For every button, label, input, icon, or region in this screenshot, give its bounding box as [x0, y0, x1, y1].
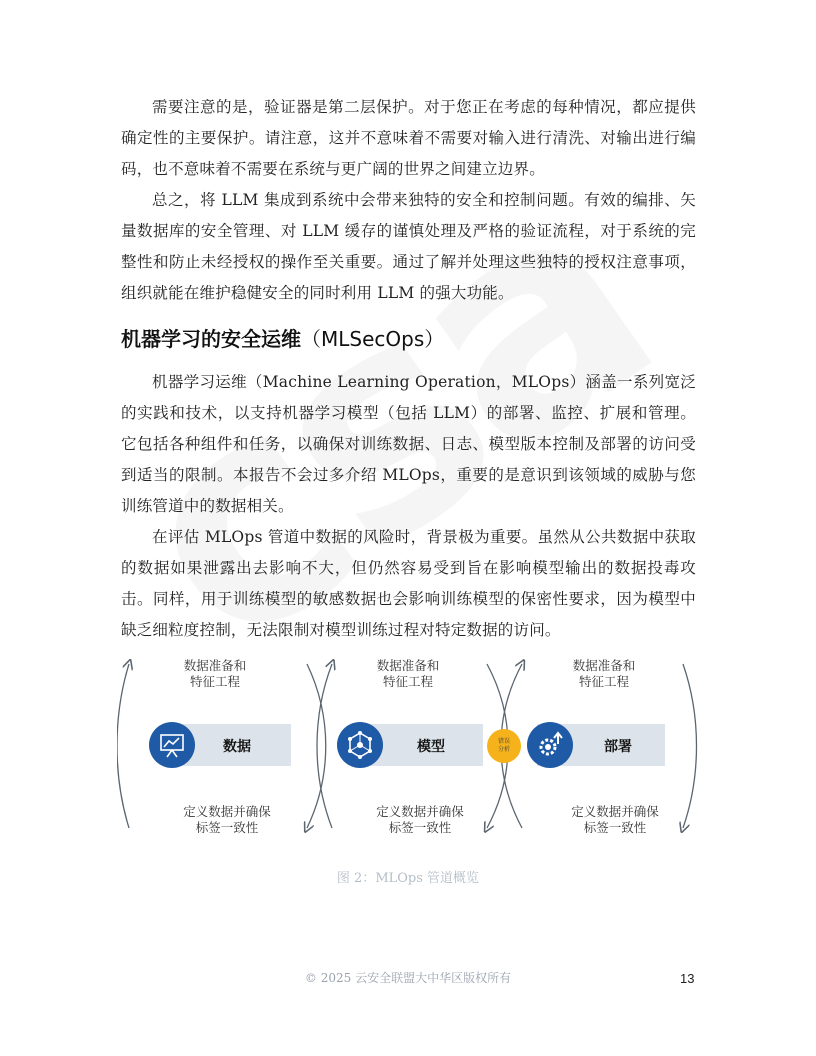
- page-number: 13: [680, 971, 695, 986]
- paragraph: 机器学习运维（Machine Learning Operation，MLOps）涵盖一系列宽泛的实践和技术，以支持机器学习模型（包括 LLM）的部署、监控、扩展和管理。它包括各种组件和任务，以确保对训练数据、日志、模型版本控制及部署的访问受到适当的限制。本报告不会过多介绍 MLOps，重要的是意识到该领域的威胁与您训练管道中的数据相关。: [121, 373, 696, 515]
- page-body: [121, 92, 696, 646]
- gear-arrow-icon: [527, 722, 573, 768]
- stage-model-bottom-caption: 定义数据并确保 标签一致性: [376, 804, 464, 835]
- copyright-footer: © 2025 云安全联盟大中华区版权所有: [304, 971, 512, 985]
- stage-deploy-bottom-caption: 定义数据并确保 标签一致性: [571, 804, 659, 835]
- stage-model-top-caption: 数据准备和 特征工程: [376, 658, 440, 689]
- paragraph: 总之，将 LLM 集成到系统中会带来独特的安全和控制问题。有效的编排、矢量数据库的安全管理、对 LLM 缓存的谨慎处理及严格的验证流程，对于系统的完整性和防止未经授权的操作至关重要。通过了解并处理这些独特的授权注意事项，组织就能在维护稳健安全的同时利用 LLM 的强大功能。: [121, 191, 696, 302]
- paragraph: 在评估 MLOps 管道中数据的风险时，背景极为重要。虽然从公共数据中获取的数据如果泄露出去影响不大，但仍然容易受到旨在影响模型输出的数据投毒攻击。同样，用于训练模型的敏感数据也会影响训练模型的保密性要求，因为模型中缺乏细粒度控制，无法限制对模型训练过程对特定数据的访问。: [121, 528, 696, 639]
- chart-board-icon: [149, 722, 195, 768]
- section-heading: [121, 319, 696, 359]
- paragraph: 需要注意的是，验证器是第二层保护。对于您正在考虑的每种情况，都应提供确定性的主要保护。请注意，这并不意味着不需要对输入进行清洗、对输出进行编码，也不意味着不需要在系统与更广阔的世界之间建立边界。: [121, 98, 696, 178]
- stage-data-label: 数据: [223, 739, 251, 755]
- network-cube-icon: [337, 722, 383, 768]
- stage-data-bottom-caption: 定义数据并确保 标签一致性: [183, 804, 271, 835]
- error-analysis-badge: 错误 分析: [487, 729, 521, 763]
- stage-model-label: 模型: [417, 739, 445, 755]
- section-heading-en: （MLSecOps）: [301, 327, 445, 351]
- section-heading-cn: 机器学习的安全运维: [121, 327, 301, 351]
- stage-deploy-label: 部署: [604, 739, 632, 755]
- stage-data-top-caption: 数据准备和 特征工程: [183, 658, 247, 689]
- figure-caption: 图 2：MLOps 管道概览: [336, 871, 480, 886]
- mlops-pipeline-diagram: [117, 656, 702, 841]
- stage-deploy-top-caption: 数据准备和 特征工程: [572, 658, 636, 689]
